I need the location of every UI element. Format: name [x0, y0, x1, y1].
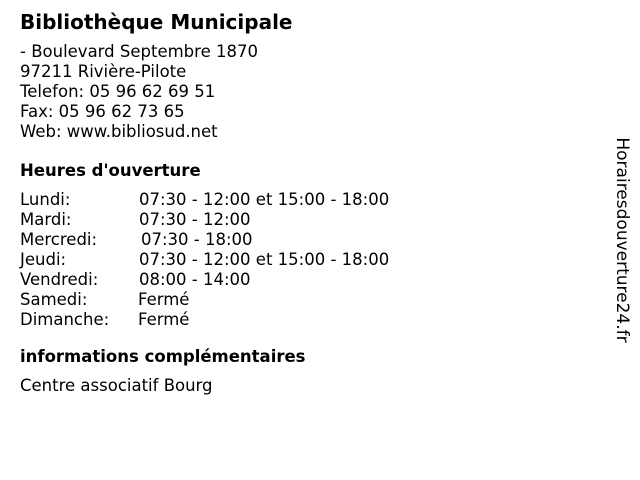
info-text: Centre associatif Bourg: [20, 376, 213, 395]
hours-row-vendredi: [20, 270, 580, 290]
site-watermark: Horairesdouverture24.fr: [612, 137, 632, 343]
page-title: Bibliothèque Municipale: [20, 10, 293, 34]
city-address: 97211 Rivière-Pilote: [20, 62, 187, 81]
opening-hours-card: [20, 8, 580, 396]
time-value: Fermé: [138, 310, 190, 329]
hours-row-dimanche: [20, 310, 580, 330]
hours-row-jeudi: [20, 250, 580, 270]
time-value: 07:30 - 18:00: [141, 230, 253, 249]
website-link: Web: www.bibliosud.net: [20, 122, 218, 141]
fax-number: Fax: 05 96 62 73 65: [20, 102, 185, 121]
day-label: Dimanche:: [20, 310, 110, 329]
hours-table: [20, 190, 580, 330]
day-label: Mercredi:: [20, 230, 98, 249]
day-label: Mardi:: [20, 210, 72, 229]
hours-row-lundi: [20, 190, 580, 210]
phone-number: Telefon: 05 96 62 69 51: [20, 82, 216, 101]
hours-row-mercredi: [20, 230, 580, 250]
hours-heading: Heures d'ouverture: [20, 161, 201, 180]
time-value: 07:30 - 12:00: [139, 210, 251, 229]
hours-row-mardi: [20, 210, 580, 230]
street-address: - Boulevard Septembre 1870: [20, 42, 258, 61]
day-label: Samedi:: [20, 290, 88, 309]
time-value: 08:00 - 14:00: [139, 270, 251, 289]
info-heading: informations complémentaires: [20, 347, 306, 366]
time-value: Fermé: [138, 290, 190, 309]
day-label: Lundi:: [20, 190, 71, 209]
time-value: 07:30 - 12:00 et 15:00 - 18:00: [139, 190, 390, 209]
day-label: Vendredi:: [20, 270, 99, 289]
time-value: 07:30 - 12:00 et 15:00 - 18:00: [139, 250, 390, 269]
day-label: Jeudi:: [20, 250, 67, 269]
hours-row-samedi: [20, 290, 580, 310]
address-block: [20, 42, 580, 142]
